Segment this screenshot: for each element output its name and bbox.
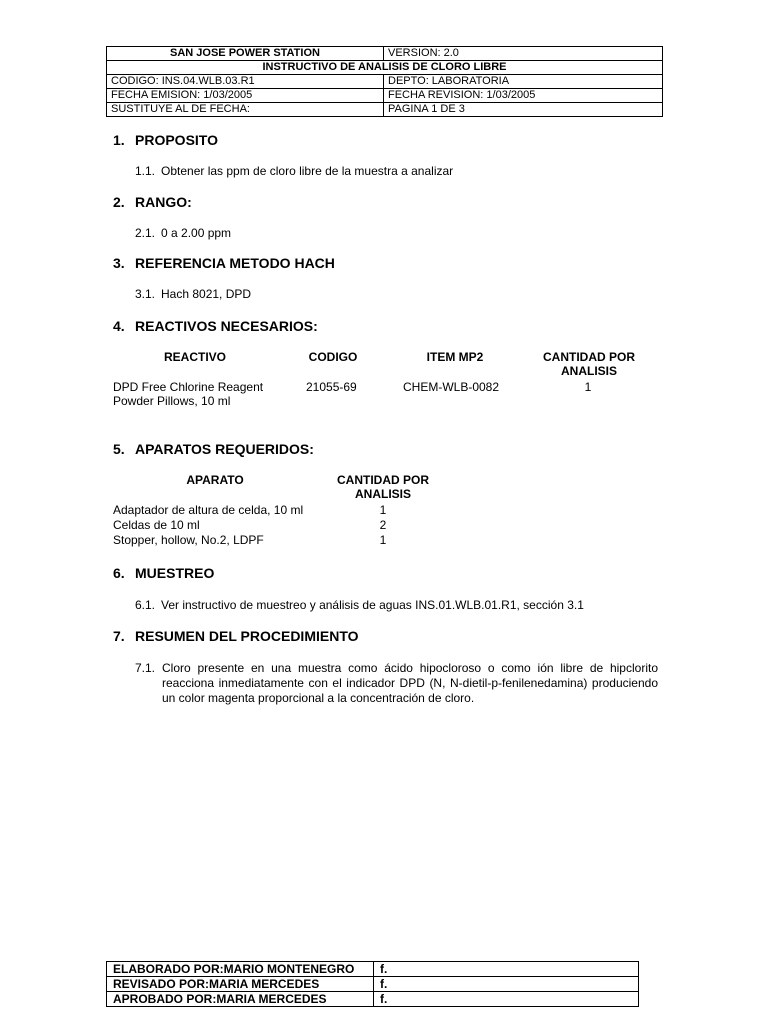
cantidad-cell: 1 [584,380,592,394]
version: VERSION: 2.0 [384,47,663,61]
aparato-cantidad-cell: 1 [379,533,387,547]
codigo-header: CODIGO [308,350,358,364]
aprobado-por: APROBADO POR:MARIA MERCEDES [107,992,374,1007]
firma: f. [374,962,639,977]
aparato-header: APARATO [186,473,244,487]
aparato-cell: Stopper, hollow, No.2, LDPF [113,533,264,547]
pagina: PAGINA 1 DE 3 [384,103,663,117]
fecha-emision: FECHA EMISION: 1/03/2005 [107,89,384,103]
aparato-cantidad-cell: 1 [379,503,387,517]
section-item: 1.1. Obtener las ppm de cloro libre de la muestra a analizar [135,164,454,178]
document-title: INSTRUCTIVO DE ANALISIS DE CLORO LIBRE [107,61,663,75]
aparato-cantidad-header: CANTIDAD POR ANALISIS [337,473,429,501]
cantidad-header: CANTIDAD POR ANALISIS [543,350,635,378]
section-heading: 1. PROPOSITO [113,132,218,148]
firma: f. [374,992,639,1007]
sustituye: SUSTITUYE AL DE FECHA: [107,103,384,117]
item-cell: CHEM-WLB-0082 [403,380,500,394]
elaborado-por: ELABORADO POR:MARIO MONTENEGRO [107,962,374,977]
aparato-cantidad-cell: 2 [379,518,387,532]
section-heading: 5. APARATOS REQUERIDOS: [113,441,314,457]
section-heading: 7. RESUMEN DEL PROCEDIMIENTO [113,628,359,644]
reactivo-header: REACTIVO [163,350,226,364]
depto: DEPTO: LABORATORIA [384,75,663,89]
section-item: 7.1. Cloro presente en una muestra como ácido hipocloroso o como ión libre de hipclorito reacciona inmediatamente con el indicador DPD (N, N-dietil-p-fenilenedamina) produciendo un color magenta proporcional a la concentración de cloro. [135,661,658,705]
reactivo-cell: DPD Free Chlorine Reagent Powder Pillows, 10 ml [113,380,264,408]
aparato-cell: Adaptador de altura de celda, 10 ml [113,503,304,517]
codigo: CODIGO: INS.04.WLB.03.R1 [107,75,384,89]
section-item: 6.1. Ver instructivo de muestreo y análisis de aguas INS.01.WLB.01.R1, sección 3.1 [135,598,584,612]
signature-table [106,961,639,1007]
aparato-cell: Celdas de 10 ml [113,518,200,532]
section-heading: 4. REACTIVOS NECESARIOS: [113,318,318,334]
section-item: 2.1. 0 a 2.00 ppm [135,226,232,240]
fecha-revision: FECHA REVISION: 1/03/2005 [384,89,663,103]
section-heading: 3. REFERENCIA METODO HACH [113,255,335,271]
revisado-por: REVISADO POR:MARIA MERCEDES [107,977,374,992]
header-table [106,46,663,117]
item-header: ITEM MP2 [426,350,484,364]
section-heading: 2. RANGO: [113,194,192,210]
station-name: SAN JOSE POWER STATION [107,47,384,61]
firma: f. [374,977,639,992]
codigo-cell: 21055-69 [306,380,357,394]
section-item: 3.1. Hach 8021, DPD [135,287,252,301]
section-heading: 6. MUESTREO [113,565,215,581]
